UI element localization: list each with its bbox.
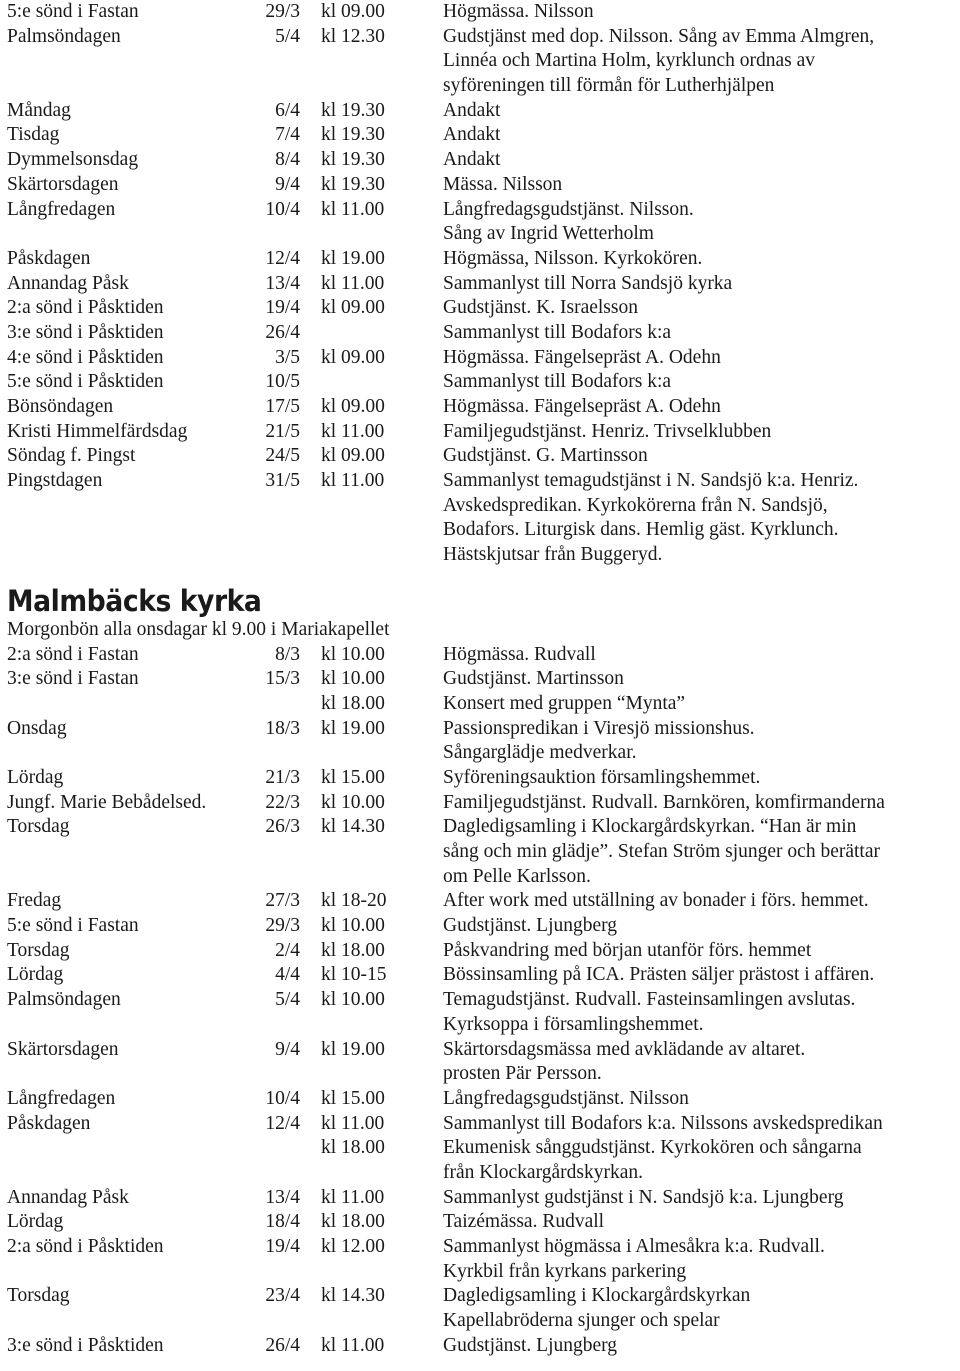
church-heading: Malmbäcks kyrka [7,583,262,618]
description-cell: om Pelle Karlsson. [443,865,591,887]
description-cell: Avskedspredikan. Kyrkokörerna från N. Sandsjö, [443,494,828,516]
schedule-row [7,123,957,148]
description-cell: Kyrkbil från kyrkans parkering [443,1260,687,1282]
day-cell: Skärtorsdagen [7,1038,119,1060]
schedule-row [7,148,957,173]
schedule-row [7,247,957,272]
schedule-row [7,1309,957,1334]
description-cell: Högmässa. Fängelsepräst A. Odehn [443,346,721,368]
time-cell: kl 19.30 [321,149,385,171]
day-cell: 2:a sönd i Påsktiden [7,1236,164,1258]
description-cell: Sammanlyst till Bodafors k:a [443,321,672,343]
schedule-row [7,1210,957,1235]
time-cell: kl 09.00 [321,396,385,417]
description-cell: Påskvandring med början utanför förs. hemmet [443,939,812,961]
date-cell: 22/3 [265,791,300,813]
schedule-row [7,543,957,568]
schedule-row [7,717,957,742]
description-cell: Sammanlyst temagudstjänst i N. Sandsjö k:a. Henriz. [443,470,859,492]
date-cell: 10/5 [265,371,300,393]
day-cell: Pingstdagen [7,470,103,492]
schedule-row [7,939,957,964]
schedule-row [7,914,957,939]
description-cell: Skärtorsdagsmässa med avklädande av altaret. [443,1038,806,1060]
day-cell: Dymmelsonsdag [7,149,139,171]
date-cell: 31/5 [265,470,300,492]
day-cell: Palmsöndagen [7,989,121,1011]
time-cell: kl 18.00 [321,1137,385,1159]
description-cell: Högmässa, Nilsson. Kyrkokören. [443,247,703,269]
description-cell: Andakt [443,124,501,146]
schedule-row [7,988,957,1013]
date-cell: 9/4 [275,1038,300,1060]
schedule-row [7,395,957,420]
time-cell: kl 12.00 [321,1236,385,1258]
description-cell: Högmässa. Nilsson [443,1,594,22]
schedule-row [7,420,957,445]
date-cell: 19/4 [265,1236,300,1258]
day-cell: Långfredagen [7,1087,116,1109]
date-cell: 23/4 [265,1285,300,1307]
description-cell: Sammanlyst gudstjänst i N. Sandsjö k:a. Ljungberg [443,1186,844,1208]
date-cell: 8/4 [275,149,300,171]
time-cell: kl 09.00 [321,445,385,467]
description-cell: Gudstjänst. Martinsson [443,668,624,690]
day-cell: 5:e sönd i Påsktiden [7,371,164,393]
description-cell: sång och min glädje”. Stefan Ström sjunger och berättar [443,841,880,863]
time-cell: kl 10.00 [321,668,385,690]
time-cell: kl 10.00 [321,989,385,1011]
schedule-row [7,963,957,988]
day-cell: 5:e sönd i Fastan [7,915,139,937]
schedule-row [7,74,957,99]
description-cell: Långfredagsgudstjänst. Nilsson [443,1087,689,1109]
morning-prayer-note: Morgonbön alla onsdagar kl 9.00 i Mariakapellet [7,618,390,640]
description-cell: Taizémässa. Rudvall [443,1211,605,1233]
schedule-row [7,1284,957,1309]
description-cell: Gudstjänst. Ljungberg [443,915,618,937]
schedule-row [7,49,957,74]
day-cell: Skärtorsdagen [7,173,119,195]
description-cell: Kyrksoppa i församlingshemmet. [443,1013,704,1035]
date-cell: 13/4 [265,272,300,294]
schedule-row [7,741,957,766]
date-cell: 9/4 [275,173,300,195]
description-cell: Hästskjutsar från Buggeryd. [443,544,663,566]
description-cell: After work med utställning av bonader i förs. hemmet. [443,890,869,912]
time-cell: kl 18.00 [321,939,385,961]
date-cell: 21/5 [265,420,300,442]
description-cell: Andakt [443,99,501,121]
date-cell: 19/4 [265,297,300,319]
description-cell: Sammanlyst till Bodafors k:a. Nilssons avskedspredikan [443,1112,883,1134]
date-cell: 18/3 [265,717,300,739]
schedule-row [7,0,957,25]
description-cell: Dagledigsamling i Klockargårdskyrkan. “Han är min [443,816,857,838]
description-cell: Bodafors. Liturgisk dans. Hemlig gäst. Kyrklunch. [443,519,839,541]
day-cell: Bönsöndagen [7,396,114,417]
day-cell: 2:a sönd i Fastan [7,643,139,665]
date-cell: 5/4 [275,989,300,1011]
schedule-row [7,25,957,50]
date-cell: 27/3 [265,890,300,912]
time-cell: kl 10.00 [321,791,385,813]
time-cell: kl 19.00 [321,1038,385,1060]
schedule-row [7,1161,957,1186]
description-cell: Syföreningsauktion församlingshemmet. [443,766,761,788]
time-cell: kl 11.00 [321,198,385,220]
time-cell: kl 09.00 [321,297,385,319]
time-cell: kl 11.00 [321,1334,385,1356]
schedule-section-1 [7,0,957,568]
date-cell: 10/4 [265,198,300,220]
description-cell: Sammanlyst till Norra Sandsjö kyrka [443,272,733,294]
time-cell: kl 11.00 [321,1112,385,1134]
day-cell: Palmsöndagen [7,25,121,47]
schedule-row [7,1087,957,1112]
schedule-row [7,1038,957,1063]
day-cell: Onsdag [7,717,67,739]
description-cell: Ekumenisk sånggudstjänst. Kyrkokören och sångarna [443,1137,862,1159]
schedule-row [7,1260,957,1285]
description-cell: Sångarglädje medverkar. [443,742,637,764]
day-cell: Torsdag [7,939,70,961]
time-cell: kl 10-15 [321,964,387,986]
schedule-section-2 [7,643,957,1359]
schedule-row [7,296,957,321]
schedule-row [7,494,957,519]
schedule-row [7,173,957,198]
time-cell: kl 11.00 [321,1186,385,1208]
time-cell: kl 18.00 [321,1211,385,1233]
date-cell: 21/3 [265,766,300,788]
description-cell: Gudstjänst. G. Martinsson [443,445,648,467]
description-cell: prosten Pär Persson. [443,1063,602,1085]
schedule-row [7,1235,957,1260]
date-cell: 26/4 [265,321,300,343]
description-cell: Andakt [443,149,501,171]
description-cell: Gudstjänst. K. Israelsson [443,297,638,319]
description-cell: Dagledigsamling i Klockargårdskyrkan [443,1285,751,1307]
description-cell: Sång av Ingrid Wetterholm [443,223,654,245]
day-cell: Jungf. Marie Bebådelsed. [7,791,207,813]
description-cell: från Klockargårdskyrkan. [443,1161,643,1183]
day-cell: Påskdagen [7,1112,91,1134]
description-cell: Gudstjänst. Ljungberg [443,1334,618,1356]
time-cell: kl 10.00 [321,643,385,665]
description-cell: Passionspredikan i Viresjö missionshus. [443,717,755,739]
description-cell: Långfredagsgudstjänst. Nilsson. [443,198,694,220]
day-cell: 3:e sönd i Fastan [7,668,139,690]
time-cell: kl 15.00 [321,766,385,788]
description-cell: Högmässa. Fängelsepräst A. Odehn [443,396,721,417]
day-cell: Måndag [7,99,71,121]
day-cell: Lördag [7,766,64,788]
day-cell: Söndag f. Pingst [7,445,136,467]
date-cell: 26/4 [265,1334,300,1356]
day-cell: Annandag Påsk [7,1186,129,1208]
schedule-row [7,1013,957,1038]
description-cell: Mässa. Nilsson [443,173,563,195]
schedule-row [7,1334,957,1359]
schedule-row [7,1136,957,1161]
date-cell: 7/4 [275,124,300,146]
description-cell: syföreningen till förmån för Lutherhjälpen [443,75,775,97]
time-cell: kl 18-20 [321,890,387,912]
description-cell: Temagudstjänst. Rudvall. Fasteinsamlingen avslutas. [443,989,856,1011]
date-cell: 24/5 [265,445,300,467]
date-cell: 29/3 [265,915,300,937]
schedule-row [7,1062,957,1087]
time-cell: kl 14.30 [321,1285,385,1307]
description-cell: Bössinsamling på ICA. Prästen säljer prästost i affären. [443,964,875,986]
schedule-row [7,1186,957,1211]
schedule-row [7,1112,957,1137]
day-cell: 5:e sönd i Fastan [7,1,139,22]
date-cell: 12/4 [265,247,300,269]
schedule-row [7,766,957,791]
date-cell: 8/3 [275,643,300,665]
date-cell: 10/4 [265,1087,300,1109]
schedule-row [7,667,957,692]
date-cell: 15/3 [265,668,300,690]
date-cell: 5/4 [275,25,300,47]
time-cell: kl 15.00 [321,1087,385,1109]
time-cell: kl 19.00 [321,717,385,739]
date-cell: 12/4 [265,1112,300,1134]
time-cell: kl 11.00 [321,470,385,492]
schedule-row [7,791,957,816]
schedule-row [7,518,957,543]
schedule-row [7,643,957,668]
schedule-row [7,222,957,247]
time-cell: kl 19.30 [321,99,385,121]
time-cell: kl 10.00 [321,915,385,937]
schedule-row [7,272,957,297]
schedule-row [7,444,957,469]
schedule-row [7,840,957,865]
day-cell: Kristi Himmelfärdsdag [7,420,188,442]
schedule-row [7,346,957,371]
time-cell: kl 09.00 [321,346,385,368]
schedule-row [7,99,957,124]
day-cell: Påskdagen [7,247,91,269]
description-cell: Sammanlyst högmässa i Almesåkra k:a. Rudvall. [443,1236,825,1258]
description-cell: Sammanlyst till Bodafors k:a [443,371,672,393]
day-cell: Torsdag [7,816,70,838]
schedule-row [7,865,957,890]
time-cell: kl 18.00 [321,692,385,714]
schedule-row [7,692,957,717]
time-cell: kl 09.00 [321,1,385,22]
time-cell: kl 19.30 [321,124,385,146]
day-cell: 3:e sönd i Påsktiden [7,321,164,343]
date-cell: 18/4 [265,1211,300,1233]
day-cell: Långfredagen [7,198,116,220]
day-cell: 2:a sönd i Påsktiden [7,297,164,319]
schedule-document [7,0,957,1358]
schedule-row [7,815,957,840]
schedule-row [7,198,957,223]
date-cell: 2/4 [275,939,300,961]
date-cell: 13/4 [265,1186,300,1208]
date-cell: 29/3 [265,1,300,22]
day-cell: 4:e sönd i Påsktiden [7,346,164,368]
date-cell: 26/3 [265,816,300,838]
day-cell: Lördag [7,1211,64,1233]
description-cell: Gudstjänst med dop. Nilsson. Sång av Emma Almgren, [443,25,875,47]
description-cell: Linnéa och Martina Holm, kyrklunch ordnas av [443,50,816,72]
day-cell: Annandag Påsk [7,272,129,294]
description-cell: Konsert med gruppen “Mynta” [443,692,686,714]
schedule-row [7,889,957,914]
schedule-row [7,469,957,494]
day-cell: Lördag [7,964,64,986]
description-cell: Kapellabröderna sjunger och spelar [443,1310,720,1332]
date-cell: 3/5 [275,346,300,368]
date-cell: 4/4 [275,964,300,986]
day-cell: 3:e sönd i Påsktiden [7,1334,164,1356]
description-cell: Familjegudstjänst. Rudvall. Barnkören, komfirmanderna [443,791,885,813]
day-cell: Torsdag [7,1285,70,1307]
schedule-row [7,370,957,395]
day-cell: Tisdag [7,124,60,146]
time-cell: kl 19.00 [321,247,385,269]
date-cell: 17/5 [265,396,300,417]
time-cell: kl 11.00 [321,272,385,294]
time-cell: kl 12.30 [321,25,385,47]
description-cell: Högmässa. Rudvall [443,643,596,665]
time-cell: kl 14.30 [321,816,385,838]
time-cell: kl 11.00 [321,420,385,442]
date-cell: 6/4 [275,99,300,121]
schedule-row [7,321,957,346]
description-cell: Familjegudstjänst. Henriz. Trivselklubben [443,420,772,442]
time-cell: kl 19.30 [321,173,385,195]
day-cell: Fredag [7,890,62,912]
